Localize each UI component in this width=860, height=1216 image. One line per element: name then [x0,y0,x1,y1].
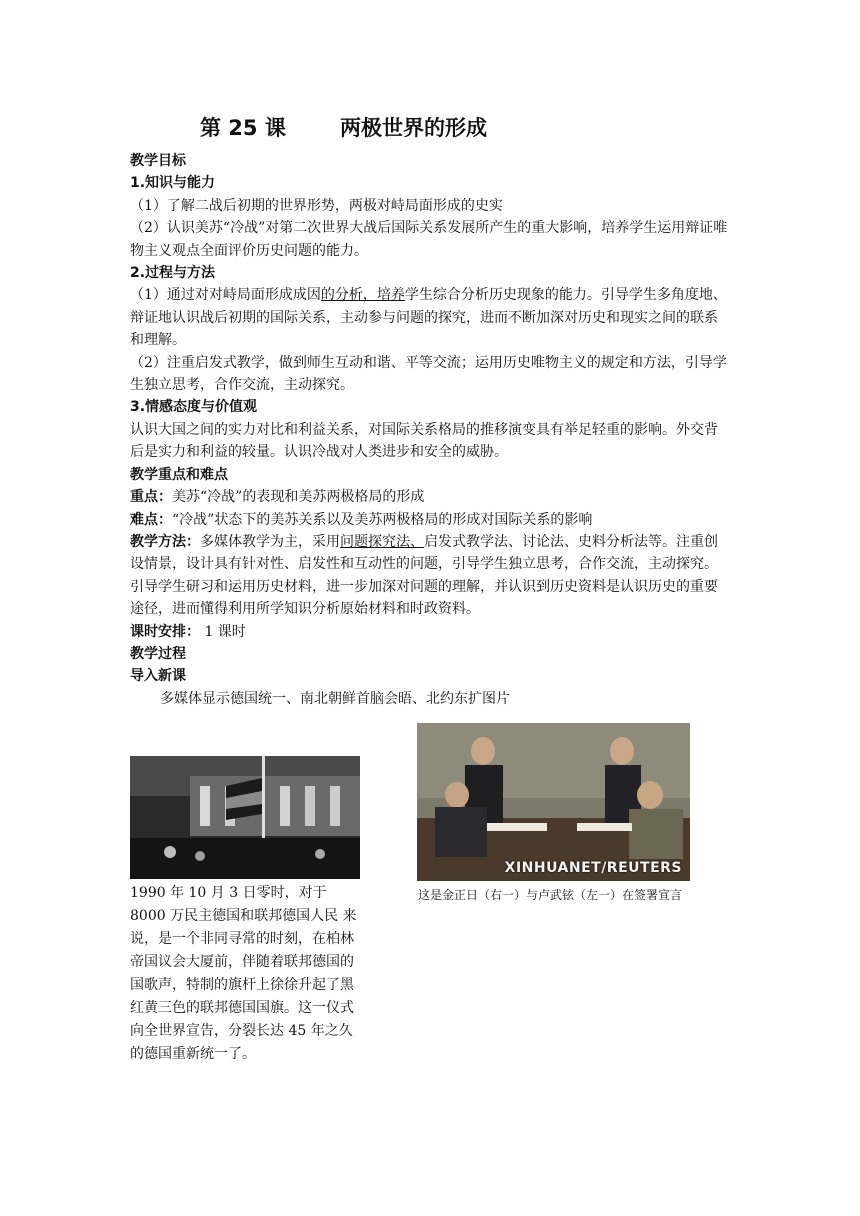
process-point-1-underlined: 的分析，培养 [320,287,405,304]
method-underlined: 问题探究法、 [340,533,424,550]
values-paragraph: 认识大国之间的实力对比和利益关系，对国际关系格局的推移演变具有举足轻重的影响。外交背后是实力和利益的较量。认识冷战对人类进步和安全的威胁。 [130,421,718,461]
korea-summit-photo [417,723,690,881]
german-reunification-photo [130,756,360,879]
document-body [130,150,730,710]
intro-text: 多媒体显示德国统一、南北朝鲜首脑会晤、北约东扩图片 [160,690,510,707]
process-point-1-text-b: 学生综合分析历史现象的能力。引导学生多角度地、辩证地认识战后初期的国际关系，主动参与问题的探究，进而不断加深对历史和现实之间的联系和理解。 [130,287,727,349]
photo-watermark: XINHUANET/REUTERS [504,860,682,876]
key-point-text: 美苏“冷战”的表现和美苏两极格局的形成 [172,489,425,506]
reunification-caption: 1990 年 10 月 3 日零时，对于 8000 万民主德国和联邦德国人民 来说，是一个非同寻常的时刻，在柏林帝国议会大厦前，伴随着联邦德国的国歌声，特制的旗杆上徐徐升起了黑红黄三色的联邦德国国旗。这一仪式向全世界宣告，分裂长达 45 年之久的德国重新统一了。 [130,885,357,1062]
method-text-a: 多媒体教学为主，采用 [200,533,340,550]
knowledge-heading: 1.知识与能力 [130,175,216,192]
method-text-b: 启发式教学法、讨论法、史料分析法等。注重创设情景，设计具有针对性、启发性和互动性的问题，引导学生独立思考，合作交流，主动探究。引导学生研习和运用历史材料，进一步加深对问题的理解，并认识到历史资料是认识历史的重要途径，进而懂得利用所学知识分析原始材料和时政资料。 [130,533,718,618]
values-heading: 3.情感态度与价值观 [130,399,258,416]
process-point-1-text-a: （1）通过对对峙局面形成成因 [130,287,321,304]
intro-heading: 导入新课 [130,668,186,685]
key-point-line [130,486,730,508]
time-line [130,621,730,643]
knowledge-point-1: （1）了解二战后初期的世界形势，两极对峙局面形成的史实 [130,197,503,214]
difficulty-label: 难点： [130,511,172,528]
method-paragraph [130,531,730,621]
summit-photo-art [417,723,690,881]
time-label: 课时安排： [130,623,200,640]
difficulty-text: “冷战”状态下的美苏关系以及美苏两极格局的形成对国际关系的影响 [172,511,593,528]
process-method-heading: 2.过程与方法 [130,265,216,282]
lesson-name: 两极世界的形成 [340,116,487,140]
knowledge-point-2: （2）认识美苏“冷战”对第二次世界大战后国际关系发展所产生的重大影响，培养学生运用辩证唯物主义观点全面评价历史问题的能力。 [130,220,728,259]
key-point-label: 重点： [130,489,172,506]
goals-heading: 教学目标 [130,153,186,169]
process-point-2: （2）注重启发式教学，做到师生互动和谐、平等交流；运用历史唯物主义的规定和方法，引导学生独立思考，合作交流，主动探究。 [130,354,727,394]
difficulty-line [130,509,730,531]
reunification-photo-art [130,756,360,879]
summit-caption: 这是金正日（右一）与卢武铉（左一）在签署宣言 [418,888,683,902]
process-point-1 [130,284,730,351]
key-points-heading: 教学重点和难点 [130,466,228,483]
lesson-number: 第 25 课 [200,116,286,140]
teaching-process-heading: 教学过程 [130,645,186,662]
method-label: 教学方法： [130,533,200,550]
time-text: 1 课时 [200,623,246,640]
